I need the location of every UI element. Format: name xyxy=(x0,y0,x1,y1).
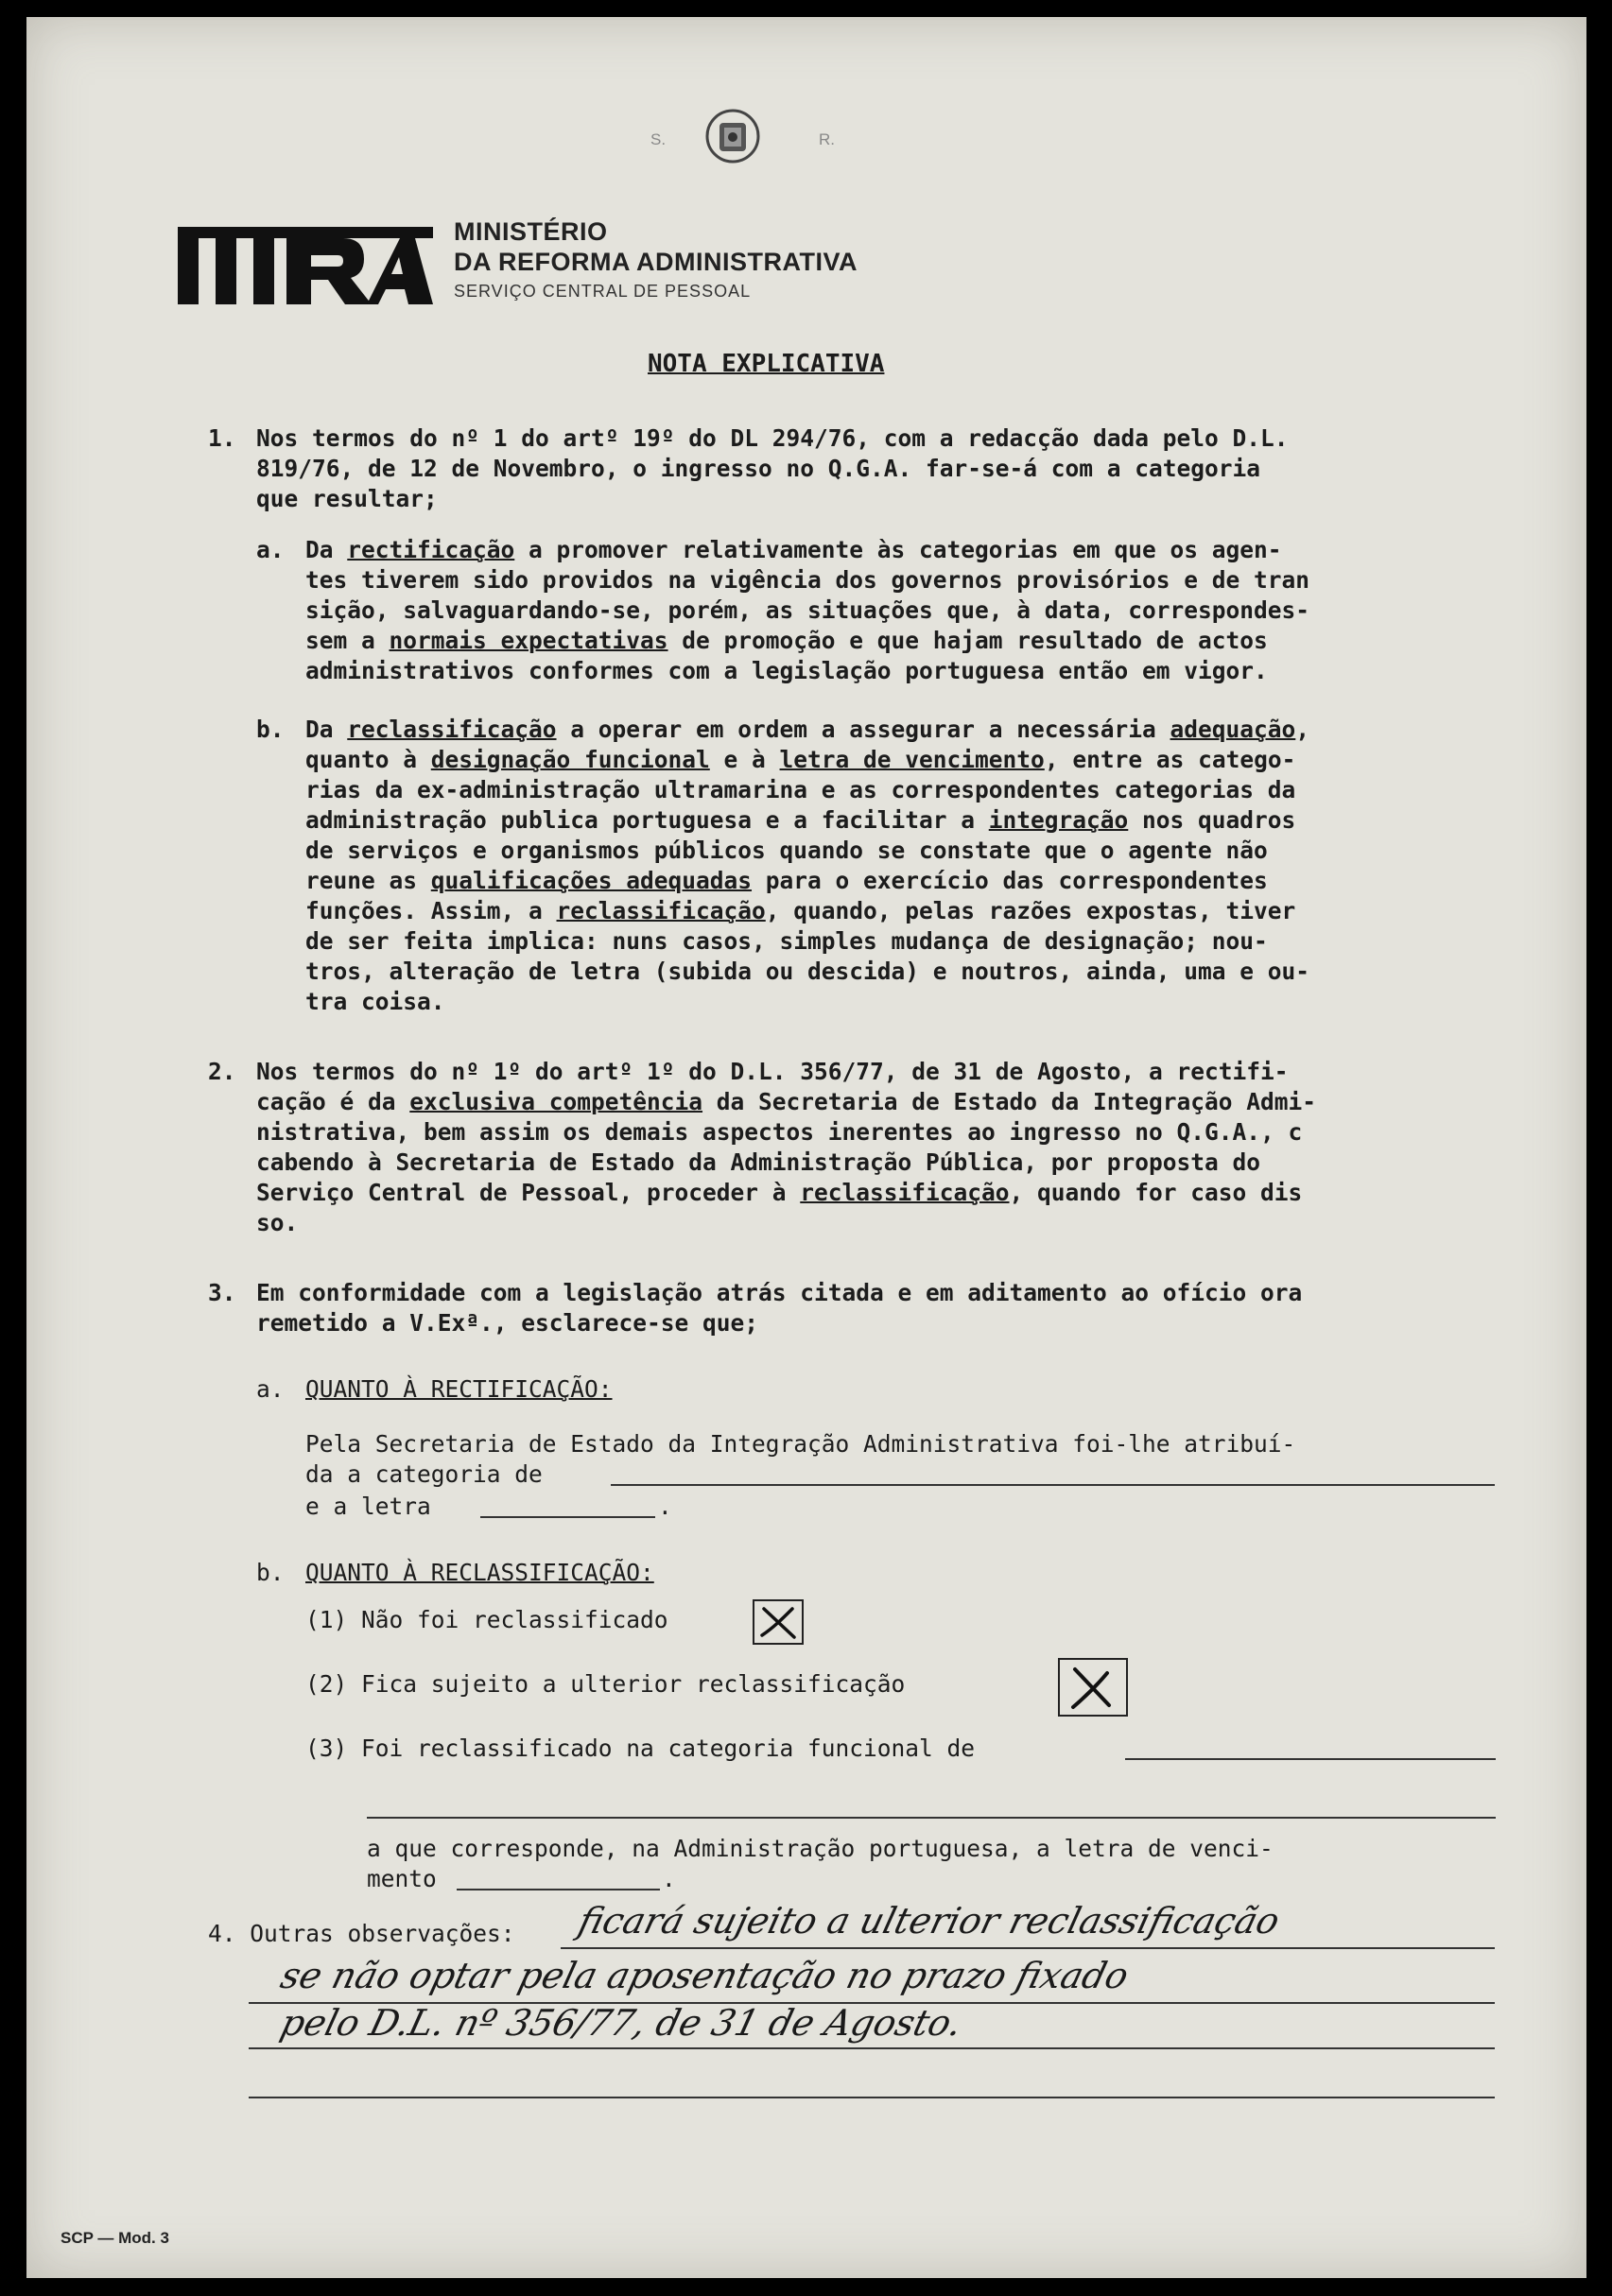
s1b-line-7: funções. Assim, a reclassificação, quando, pelas razões expostas, tiver xyxy=(305,897,1296,924)
s1a-letter: a. xyxy=(256,536,285,563)
mra-logo xyxy=(178,217,433,312)
s2-line-1: Nos termos do nº 1º do artº 1º do D.L. 356/77, de 31 de Agosto, a rectifi- xyxy=(256,1058,1289,1085)
s2-line-4: cabendo à Secretaria de Estado da Administração Pública, por proposta do xyxy=(256,1148,1261,1176)
s2-line-5: Serviço Central de Pessoal, proceder à reclassificação, quando for caso dis xyxy=(256,1179,1303,1206)
s3a-line-1: Pela Secretaria de Estado da Integração Administrativa foi-lhe atribuí- xyxy=(305,1430,1296,1458)
s3-line-1: Em conformidade com a legislação atrás citada e em aditamento ao ofício ora xyxy=(256,1279,1303,1306)
s3-line-2: remetido a V.Exª., esclarece-se que; xyxy=(256,1309,759,1337)
ministry-line-2: DA REFORMA ADMINISTRATIVA xyxy=(454,248,858,276)
s3a-line-2: da a categoria de xyxy=(305,1460,543,1488)
seal-letter-r: R. xyxy=(819,130,835,148)
s2-line-2: cação é da exclusiva competência da Secretaria de Estado da Integração Admi- xyxy=(256,1088,1317,1115)
s1-line-3: que resultar; xyxy=(256,485,438,512)
form-code: SCP — Mod. 3 xyxy=(61,2229,169,2247)
handwritten-line-3: pelo D.L. nº 356/77, de 31 de Agosto. xyxy=(276,2002,967,2044)
s1b-line-6: reune as qualificações adequadas para o exercício das correspondentes xyxy=(305,867,1268,894)
s1a-line-4: sem a normais expectativas de promoção e que hajam resultado de actos xyxy=(305,627,1268,654)
letter-blank-line xyxy=(480,1516,655,1518)
s1b-letter: b. xyxy=(256,716,285,743)
observations-line-3 xyxy=(249,2047,1495,2049)
s1b-line-5: de serviços e organismos públicos quando se constate que o agente não xyxy=(305,837,1268,864)
handwritten-line-2: se não optar pela aposentação no prazo fixado xyxy=(276,1955,1134,1996)
s3b-heading: QUANTO À RECLASSIFICAÇÃO: xyxy=(305,1559,654,1586)
option-1-checkbox[interactable] xyxy=(753,1599,804,1645)
service-line: SERVIÇO CENTRAL DE PESSOAL xyxy=(454,282,752,301)
corresponds-line-1: a que corresponde, na Administração portuguesa, a letra de venci- xyxy=(367,1835,1274,1862)
category-blank-line xyxy=(611,1484,1495,1486)
s1b-line-8: de ser feita implica: nuns casos, simples mudança de designação; nou- xyxy=(305,927,1268,955)
s1a-line-2: tes tiverem sido providos na vigência dos governos provisórios e de tran xyxy=(305,566,1310,594)
vencimento-dot: . xyxy=(662,1865,676,1892)
ministry-line-1: MINISTÉRIO xyxy=(454,217,608,246)
seal-letter-s: S. xyxy=(650,130,667,148)
s2-line-6: so. xyxy=(256,1209,299,1236)
s3a-letter: a. xyxy=(256,1375,285,1403)
s1b-line-10: tra coisa. xyxy=(305,988,445,1015)
s1b-line-4: administração publica portuguesa e a facilitar a integração nos quadros xyxy=(305,806,1296,834)
s3a-line-3: e a letra xyxy=(305,1493,431,1520)
letter-blank-dot: . xyxy=(658,1493,672,1520)
s1-line-2: 819/76, de 12 de Novembro, o ingresso no Q.G.A. far-se-á com a categoria xyxy=(256,455,1261,482)
x-mark-icon xyxy=(1060,1660,1126,1715)
s1b-line-9: tros, alteração de letra (subida ou descida) e noutros, ainda, uma e ou- xyxy=(305,958,1310,985)
s2-number: 2. xyxy=(208,1058,236,1085)
s1b-line-2: quanto à designação funcional e à letra de vencimento, entre as catego- xyxy=(305,746,1296,773)
handwritten-line-1: ficará sujeito a ulterior reclassificação xyxy=(574,1900,1284,1942)
s3a-heading: QUANTO À RECTIFICAÇÃO: xyxy=(305,1375,613,1403)
s4-label: 4. Outras observações: xyxy=(208,1920,515,1947)
s1a-line-3: sição, salvaguardando-se, porém, as situações que, à data, correspondes- xyxy=(305,596,1310,624)
s1a-line-5: administrativos conformes com a legislação portuguesa então em vigor. xyxy=(305,657,1268,684)
corresponds-line-2: mento xyxy=(367,1865,437,1892)
category-functional-blank-2 xyxy=(367,1817,1496,1819)
option-2-label: (2) Fica sujeito a ulterior reclassificação xyxy=(305,1670,906,1698)
document-page xyxy=(26,17,1586,2278)
s1a-line-1: Da rectificação a promover relativamente às categorias em que os agen- xyxy=(305,536,1282,563)
s1-line-1: Nos termos do nº 1 do artº 19º do DL 294/76, com a redacção dada pelo D.L. xyxy=(256,424,1289,452)
coat-of-arms-seal xyxy=(703,104,762,168)
category-functional-blank-1 xyxy=(1125,1758,1496,1760)
vencimento-blank-line xyxy=(457,1889,660,1890)
s3-number: 3. xyxy=(208,1279,236,1306)
option-2-checkbox[interactable] xyxy=(1058,1658,1128,1717)
x-mark-icon xyxy=(754,1601,802,1643)
s2-line-3: nistrativa, bem assim os demais aspectos inerentes ao ingresso no Q.G.A., c xyxy=(256,1118,1303,1146)
s1-number: 1. xyxy=(208,424,236,452)
option-1-label: (1) Não foi reclassificado xyxy=(305,1606,668,1633)
observations-line-1 xyxy=(561,1947,1495,1949)
s1b-line-3: rias da ex-administração ultramarina e as correspondentes categorias da xyxy=(305,776,1296,803)
s1b-line-1: Da reclassificação a operar em ordem a assegurar a necessária adequação, xyxy=(305,716,1310,743)
option-3-label: (3) Foi reclassificado na categoria funcional de xyxy=(305,1735,976,1762)
page-title: NOTA EXPLICATIVA xyxy=(648,350,885,378)
s3b-letter: b. xyxy=(256,1559,285,1586)
observations-line-4 xyxy=(249,2097,1495,2098)
